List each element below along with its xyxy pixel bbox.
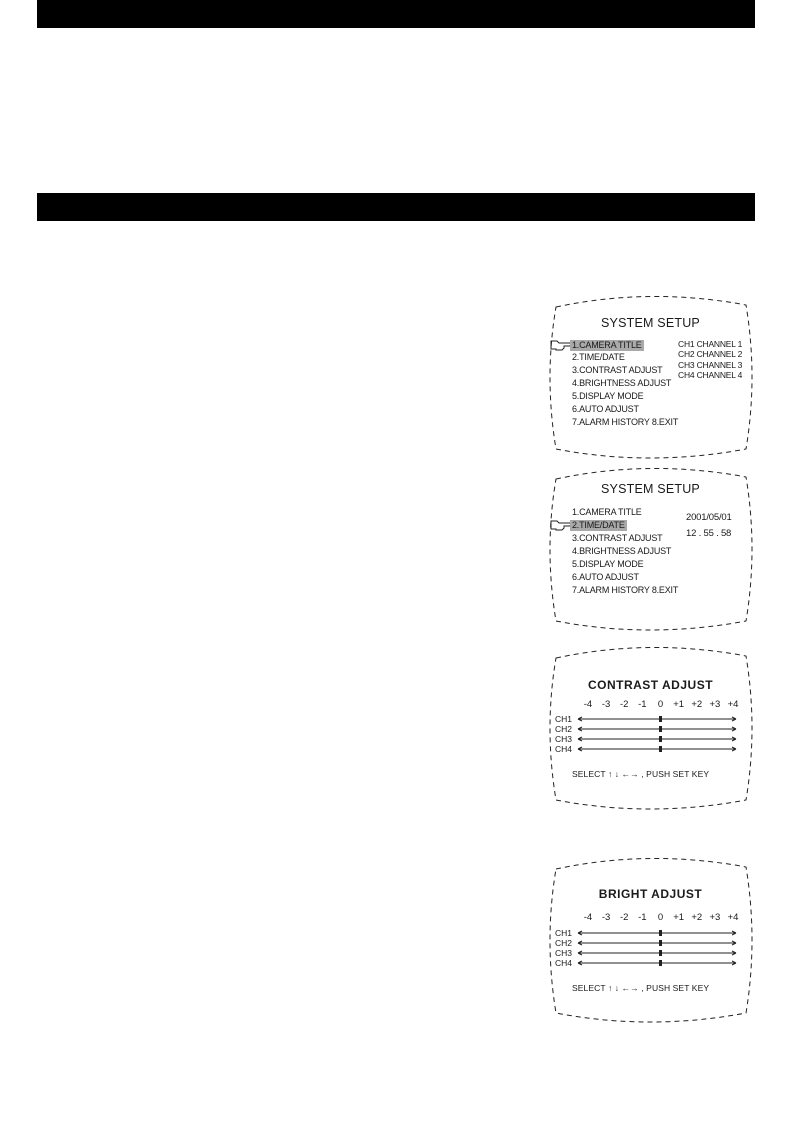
osd-screen-bright-adjust: [548, 855, 753, 1025]
scale-tick-label: -3: [601, 699, 611, 710]
scale-tick-label: +2: [691, 699, 703, 710]
screen-title: BRIGHT ADJUST: [598, 887, 703, 901]
instruction-text: SELECT ↑ ↓ ←→ , PUSH SET KEY: [572, 983, 710, 993]
menu-item-auto-adjust[interactable]: 6.AUTO ADJUST: [572, 404, 639, 414]
menu-item-display-mode[interactable]: 5.DISPLAY MODE: [572, 391, 644, 401]
scale-tick-label: +2: [691, 912, 703, 923]
menu-item-contrast-adjust[interactable]: 3.CONTRAST ADJUST: [572, 533, 663, 543]
scale-tick-label: -4: [583, 912, 593, 923]
osd-screen-contrast-adjust: [548, 644, 753, 812]
slider-knob-ch3[interactable]: [659, 950, 662, 956]
scale-tick-label: +3: [709, 699, 721, 710]
scale-tick-label: -2: [620, 912, 629, 923]
screen-title: SYSTEM SETUP: [601, 482, 700, 496]
screen-title: CONTRAST ADJUST: [587, 678, 714, 692]
channel-label-ch1: CH1: [555, 928, 573, 938]
header-bar-section: [37, 193, 755, 221]
channel-name-3: CH3 CHANNEL 3: [678, 360, 743, 370]
channel-label-ch3: CH3: [555, 734, 573, 744]
channel-label-ch2: CH2: [555, 938, 573, 948]
osd-screen-system-setup-camera-title: [548, 293, 753, 461]
channel-name-1: CH1 CHANNEL 1: [678, 339, 743, 349]
scale-tick-label: +4: [727, 912, 739, 923]
menu-item-auto-adjust[interactable]: 6.AUTO ADJUST: [572, 572, 639, 582]
channel-label-ch3: CH3: [555, 948, 573, 958]
menu-item-brightness-adjust[interactable]: 4.BRIGHTNESS ADJUST: [572, 378, 672, 388]
menu-item-camera-title[interactable]: 1.CAMERA TITLE: [572, 507, 642, 517]
date-value: 2001/05/01: [686, 512, 732, 523]
header-bar-top: [37, 0, 755, 28]
channel-label-ch2: CH2: [555, 724, 573, 734]
channel-label-ch4: CH4: [555, 744, 573, 754]
pointing-hand-icon: [550, 339, 572, 351]
menu-item-alarm-history-exit[interactable]: 7.ALARM HISTORY 8.EXIT: [572, 585, 679, 595]
channel-name-2: CH2 CHANNEL 2: [678, 349, 743, 359]
channel-name-4: CH4 CHANNEL 4: [678, 370, 743, 380]
slider-knob-ch2[interactable]: [659, 726, 662, 732]
scale-tick-label: -3: [601, 912, 611, 923]
channel-label-ch1: CH1: [555, 714, 573, 724]
scale-tick-label: +3: [709, 912, 721, 923]
scale-tick-label: +1: [673, 912, 685, 923]
slider-knob-ch2[interactable]: [659, 940, 662, 946]
scale-tick-label: -4: [583, 699, 593, 710]
screen-title: SYSTEM SETUP: [601, 316, 700, 330]
scale-tick-label: -2: [620, 699, 629, 710]
instruction-text: SELECT ↑ ↓ ←→ , PUSH SET KEY: [572, 769, 710, 779]
menu-item-brightness-adjust[interactable]: 4.BRIGHTNESS ADJUST: [572, 546, 672, 556]
time-value: 12 . 55 . 58: [686, 528, 732, 539]
scale-tick-label: -1: [638, 912, 647, 923]
scale-tick-label: -1: [638, 699, 647, 710]
menu-item-camera-title[interactable]: 1.CAMERA TITLE: [572, 340, 642, 350]
menu-item-time-date[interactable]: 2.TIME/DATE: [572, 352, 625, 362]
menu-item-time-date[interactable]: 2.TIME/DATE: [572, 520, 625, 530]
slider-knob-ch1[interactable]: [659, 716, 662, 722]
scale-tick-label: 0: [657, 912, 664, 923]
slider-knob-ch4[interactable]: [659, 960, 662, 966]
channel-label-ch4: CH4: [555, 958, 573, 968]
slider-knob-ch1[interactable]: [659, 930, 662, 936]
osd-screen-system-setup-time-date: [548, 465, 753, 633]
menu-item-alarm-history-exit[interactable]: 7.ALARM HISTORY 8.EXIT: [572, 417, 679, 427]
menu-item-display-mode[interactable]: 5.DISPLAY MODE: [572, 559, 644, 569]
slider-knob-ch3[interactable]: [659, 736, 662, 742]
menu-item-contrast-adjust[interactable]: 3.CONTRAST ADJUST: [572, 365, 663, 375]
channel-sliders: [548, 644, 753, 812]
channel-sliders: [548, 855, 753, 1025]
scale-tick-label: +4: [727, 699, 739, 710]
scale-tick-label: +1: [673, 699, 685, 710]
slider-knob-ch4[interactable]: [659, 746, 662, 752]
scale-tick-label: 0: [657, 699, 664, 710]
pointing-hand-icon: [550, 519, 572, 531]
